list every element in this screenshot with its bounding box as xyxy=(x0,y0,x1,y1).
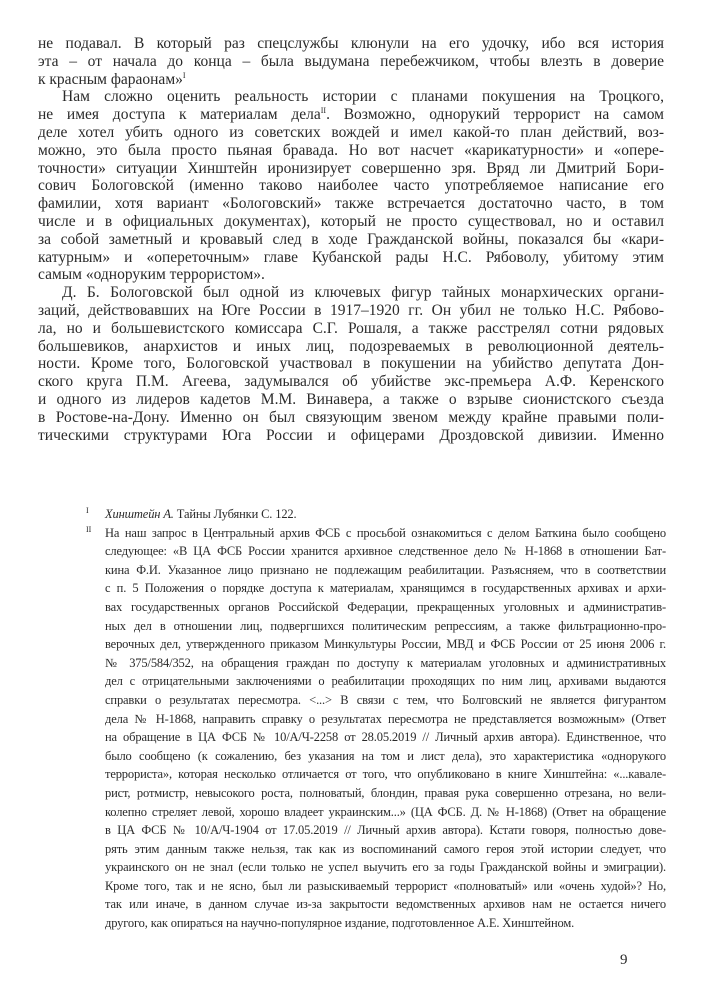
text-line-content: тическими структурами Юга России и офицерами Дроздовской дивизии. Именно xyxy=(38,426,664,444)
text-line xyxy=(38,373,664,391)
footnote-line xyxy=(105,654,666,673)
footnote-line-content: другого, как опираться на научно-популярное издание, подготовленное А.Е. Хинштейном. xyxy=(105,916,575,931)
footnote-marker: I xyxy=(86,506,89,515)
footnote-line xyxy=(105,524,666,543)
text-line-content: сович Бологовско́й (именно таково наиболее часто употребляемое написание его xyxy=(38,177,664,195)
footnote-line-content: рять этим данным также нельзя, так как из воспоминаний самого героя этой истории следует, что xyxy=(105,841,666,856)
footnote-line-content: дел с отрицательными заключениями о реабилитации проходящих по ним лиц, архивами выдаются xyxy=(105,674,666,689)
text-line xyxy=(38,338,664,356)
footnote-line xyxy=(105,840,666,859)
footnote-line xyxy=(105,858,666,877)
footnote-line-content: на обращение в ЦА ФСБ № 10/А/Ч-2258 от 28.05.2019 // Личный архив автора). Единственное, что xyxy=(105,730,666,745)
text-line xyxy=(38,409,664,427)
text-line-content: к красным фараонам» xyxy=(38,70,183,88)
text-line xyxy=(38,53,664,71)
text-line xyxy=(38,231,664,249)
text-line-content: деле хотел убить одного из советских вождей и имел какой-то план действий, воз- xyxy=(38,123,664,141)
footnote-line-content: так или иначе, в данном случае из-за закрытости ведомственных архивов нам не остается ничего xyxy=(105,897,666,912)
text-line xyxy=(38,35,664,53)
page-number: 9 xyxy=(620,952,628,968)
text-line xyxy=(38,124,664,142)
footnote-line-content: украинского он не знал (если только не успел выучить его за годы Гражданской войны и эмиграции). xyxy=(105,860,666,875)
footnote-line xyxy=(105,579,666,598)
text-line xyxy=(38,195,664,213)
text-line-content: ности. Кроме того, Бологовской участвовал в покушении на убийство депутата Дон- xyxy=(38,355,664,373)
footnote-line xyxy=(105,765,666,784)
text-line-content: катурным» и «опереточным» главе Кубанской рады Н.С. Рябоволу, убитому этим xyxy=(38,248,664,266)
text-line-content: не подавал. В который раз спецслужбы клюнули на его удочку, ибо вся история xyxy=(38,35,664,52)
footnote-line-content: было сообщено (к сожалению, без указания на том и лист дела), это характеристика «однорукого xyxy=(105,748,666,763)
footnote-author: Хинштейн А. xyxy=(105,507,174,521)
footnote-line xyxy=(105,728,666,747)
text-line-content: ского круга П.М. Агеева, задумывался об убийстве экс-премьера А.Ф. Керенского xyxy=(38,373,664,391)
text-line-content: большевиков, анархистов и иных лиц, подозреваемых в революционной деятель- xyxy=(38,337,664,355)
text-line xyxy=(38,302,664,320)
footnote-line-content: Кроме того, так и не ясно, был ли разыскиваемый террорист «полноватый» или «очень худой»? Но, xyxy=(105,878,666,893)
footnote-line xyxy=(105,672,666,691)
footnote-line xyxy=(105,598,666,617)
text-line xyxy=(38,320,664,338)
text-line xyxy=(38,177,664,195)
footnote-line-content: справки о результатах пересмотра. <...> В связи с тем, что Болговский не является фигурантом xyxy=(105,692,666,707)
text-line xyxy=(38,427,664,445)
footnote-line-content: следующее: «В ЦА ФСБ России хранится архивное следственное дело № Н-1868 в отношении Бат- xyxy=(105,544,666,559)
footnotes xyxy=(86,505,666,933)
text-line xyxy=(38,213,664,231)
footnote-line xyxy=(105,635,666,654)
text-line xyxy=(38,160,664,178)
footnote-line xyxy=(105,561,666,580)
footnote-line-content: террориста», которая несколько отличается от того, что опубликовано в книге Хинштейна: «...кавале- xyxy=(105,767,666,782)
text-line-content: можно, это была просто пьяная бравада. Но вот насчет «карикатурности» и «опере- xyxy=(38,141,664,159)
footnote-line-content: верочных дел, утвержденного приказом Минкультуры России, МВД и ФСБ России от 25 июня 2006 г. xyxy=(105,637,666,652)
footnote-reference[interactable]: II xyxy=(320,106,327,116)
footnote-line-content: Тайны Лубянки С. 122. xyxy=(176,507,297,521)
text-line-content: точности» ситуации Хинштейн иронизирует совершенно зря. Вряд ли Дмитрий Бори- xyxy=(38,159,664,177)
text-line-content: . Возможно, однорукий террорист на самом xyxy=(326,106,664,124)
footnote-line xyxy=(105,747,666,766)
footnote-line xyxy=(105,877,666,896)
text-line xyxy=(38,88,664,106)
text-line xyxy=(38,284,664,302)
footnote-line-content: На наш запрос в Центральный архив ФСБ с просьбой ознакомиться с делом Баткина было сообщено xyxy=(105,525,666,540)
footnote xyxy=(86,524,666,933)
footnote-line xyxy=(105,895,666,914)
text-line xyxy=(38,106,664,124)
footnote-line-content: рист, ротмистр, невысокого роста, полноватый, блондин, правая рука совершенно отрезана, но вели- xyxy=(105,785,666,800)
text-line-content: заций, действовавших на Юге России в 1917–1920 гг. Он убил не только Н.С. Рябово- xyxy=(38,301,664,319)
text-line xyxy=(38,142,664,160)
text-line-content: и одного из лидеров кадетов М.М. Винавера, а также о взрыве сионистского съезда xyxy=(38,390,664,408)
footnote-line-content: дела № Н-1868, направить справку о результатах пересмотра не представляется возможным» (Ответ xyxy=(105,711,666,726)
text-line-content: Д. Б. Бологовской был одной из ключевых фигур тайных монархических органи- xyxy=(62,284,664,302)
footnote-line xyxy=(105,803,666,822)
text-line-content: ла, но и большевистского комиссара С.Г. Рошаля, а также расстрелял сотни рядовых xyxy=(38,319,664,337)
footnote-line-content: № 375/584/352, на обращения граждан по доступу к материалам уголовных и административных xyxy=(105,655,666,670)
text-line-content: за собой заметный и кровавый след в ходе Гражданской войны, показался бы «кари- xyxy=(38,230,664,248)
text-line-content: числе и в официальных документах), который не просто существовал, но и оставил xyxy=(38,212,664,230)
text-line xyxy=(38,71,664,89)
footnote-line xyxy=(105,914,666,933)
text-line-content: эта – от начала до конца – была выдумана перебежчиком, чтобы влезть в доверие xyxy=(38,52,664,70)
text-line xyxy=(38,266,664,284)
footnote-line-content: вах государственных органов Российской Федерации, прекращенных уголовных и административ- xyxy=(105,599,666,614)
footnote-line xyxy=(105,784,666,803)
footnote-line-content: ных дел в отношении лиц, подвергшихся политическим репрессиям, а также фильтрационно-про- xyxy=(105,618,666,633)
text-line xyxy=(38,249,664,267)
footnote-line-content: в ЦА ФСБ № 10/А/Ч-1904 от 17.05.2019 // Личный архив автора). Кстати говоря, полностью дове- xyxy=(105,823,666,838)
footnote-reference[interactable]: I xyxy=(182,70,186,80)
footnote-line xyxy=(105,710,666,729)
footnote-line xyxy=(105,505,666,524)
footnote-marker: II xyxy=(86,524,92,534)
footnote-line-content: кина Ф.И. Указанное лицо признано не подлежащим реабилитации. Разъясняем, что в соответствии xyxy=(105,562,666,577)
main-text xyxy=(38,35,664,444)
footnote-line xyxy=(105,617,666,636)
text-line xyxy=(38,355,664,373)
text-line-content: фамилии, хотя вариант «Бологовский» также встречается достаточно часто, в том xyxy=(38,195,664,213)
footnote-line xyxy=(105,691,666,710)
footnote-line-content: с п. 5 Положения о порядке доступа к материалам, хранящимся в государственных архивах и архи- xyxy=(105,581,666,596)
text-line-content: самым «одноруким террористом». xyxy=(38,266,265,284)
text-line xyxy=(38,391,664,409)
text-line-content: в Ростове-на-Дону. Именно он был связующим звеном между крайне правыми поли- xyxy=(38,408,664,426)
text-line-content: Нам сложно оценить реальность истории с планами покушения на Троцкого, xyxy=(62,88,664,106)
footnote-line-content: колепно стреляет левой, хорошо владеет украинским...» (ЦА ФСБ. Д. № Н-1868) (Ответ на обращение xyxy=(105,804,666,819)
footnote-line xyxy=(105,821,666,840)
footnote xyxy=(86,505,666,524)
text-line-content: не имея доступа к материалам дела xyxy=(38,106,321,124)
footnote-line xyxy=(105,542,666,561)
